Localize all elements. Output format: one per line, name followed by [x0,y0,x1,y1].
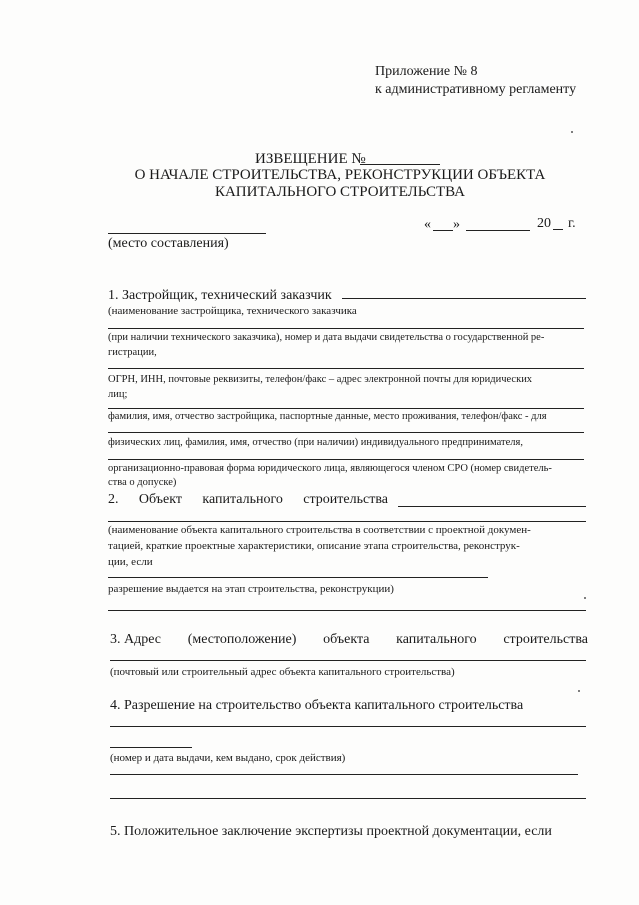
section1-line[interactable] [108,432,584,433]
title-subject: О НАЧАЛЕ СТРОИТЕЛЬСТВА, РЕКОНСТРУКЦИИ ОБЪЕКТА [134,167,546,183]
section2-word: Объект [138,492,182,507]
date-month-field[interactable] [466,230,530,231]
section4-line[interactable] [110,726,586,727]
date-year-suffix: г. [568,216,576,231]
section2-hint: тацией, краткие проектные характеристики, описание этапа строительства, реконструк- [108,540,520,552]
title-notice: ИЗВЕЩЕНИЕ № [255,151,366,167]
section2-line[interactable] [108,610,586,611]
section4-line[interactable] [110,774,578,775]
section3-hint: (почтовый или строительный адрес объекта капитального строительства) [110,666,455,678]
section1-hint: лиц; [108,389,128,400]
section5-heading: 5. Положительное заключение экспертизы проектной документации, если [110,824,552,839]
section3-word: капитального [396,632,477,647]
section2-hint: ции, если [108,556,153,568]
section3-heading [110,632,588,648]
section1-hint: гистрации, [108,347,157,358]
section2-word: строительства [303,492,388,507]
section2-word: капитального [202,492,283,507]
section1-hint: фамилия, имя, отчество застройщика, паспортные данные, место проживания, телефон/факс - для [108,411,547,422]
section1-heading: 1. Застройщик, технический заказчик [108,288,332,303]
date-year-prefix: 20 [537,216,551,231]
section3-line[interactable] [110,660,586,661]
section1-hint: организационно-правовая форма юридического лица, являющегося членом СРО (номер свидетель- [108,463,552,474]
scan-speck [578,690,580,692]
appendix-regulation: к административному регламенту [375,82,577,97]
date-year-field[interactable] [553,229,563,230]
section1-hint: ства о допуске) [108,477,177,488]
section3-word: объекта [323,632,370,647]
place-field[interactable] [108,233,266,234]
section1-hint: ОГРН, ИНН, почтовые реквизиты, телефон/факс – адрес электронной почты для юридических [108,374,533,385]
scan-speck [584,597,586,599]
section1-line[interactable] [108,459,584,460]
section2-line[interactable] [108,577,488,578]
section1-line[interactable] [108,328,584,329]
section1-hint: физических лиц, фамилия, имя, отчество (при наличии) индивидуального предпринимателя, [108,437,523,448]
scan-speck [571,131,573,133]
section1-line[interactable] [108,408,584,409]
section2-hint: (наименование объекта капитального строительства в соответствии с проектной докумен- [108,524,531,536]
section3-word: 3. Адрес [110,632,162,647]
section4-heading: 4. Разрешение на строительство объекта капитального строительства [110,698,524,713]
place-caption: (место составления) [108,236,229,251]
section4-hint: (номер и дата выдачи, кем выдано, срок действия) [110,752,346,764]
appendix-number: Приложение № 8 [375,64,478,79]
section3-word: строительства [503,632,588,647]
section3-word: (местоположение) [187,632,297,647]
section1-field[interactable] [342,298,586,299]
title-subject-cont: КАПИТАЛЬНОГО СТРОИТЕЛЬСТВА [214,184,466,200]
section1-hint: (наименование застройщика, технического заказчика [108,305,357,317]
date-quote-open: « [424,217,431,232]
section4-line[interactable] [110,798,586,799]
section2-word: 2. [108,492,119,507]
section2-line[interactable] [108,521,586,522]
date-day-field[interactable] [433,230,453,231]
section2-field[interactable] [398,506,586,507]
section1-line[interactable] [108,368,584,369]
section4-line[interactable] [110,747,192,748]
section1-hint: (при наличии технического заказчика), номер и дата выдачи свидетельства о государственной ре- [108,332,545,343]
date-quote-close: » [453,217,460,232]
notice-number-field[interactable] [360,164,440,165]
section2-heading [108,492,388,508]
section2-hint: разрешение выдается на этап строительства, реконструкции) [108,583,394,595]
